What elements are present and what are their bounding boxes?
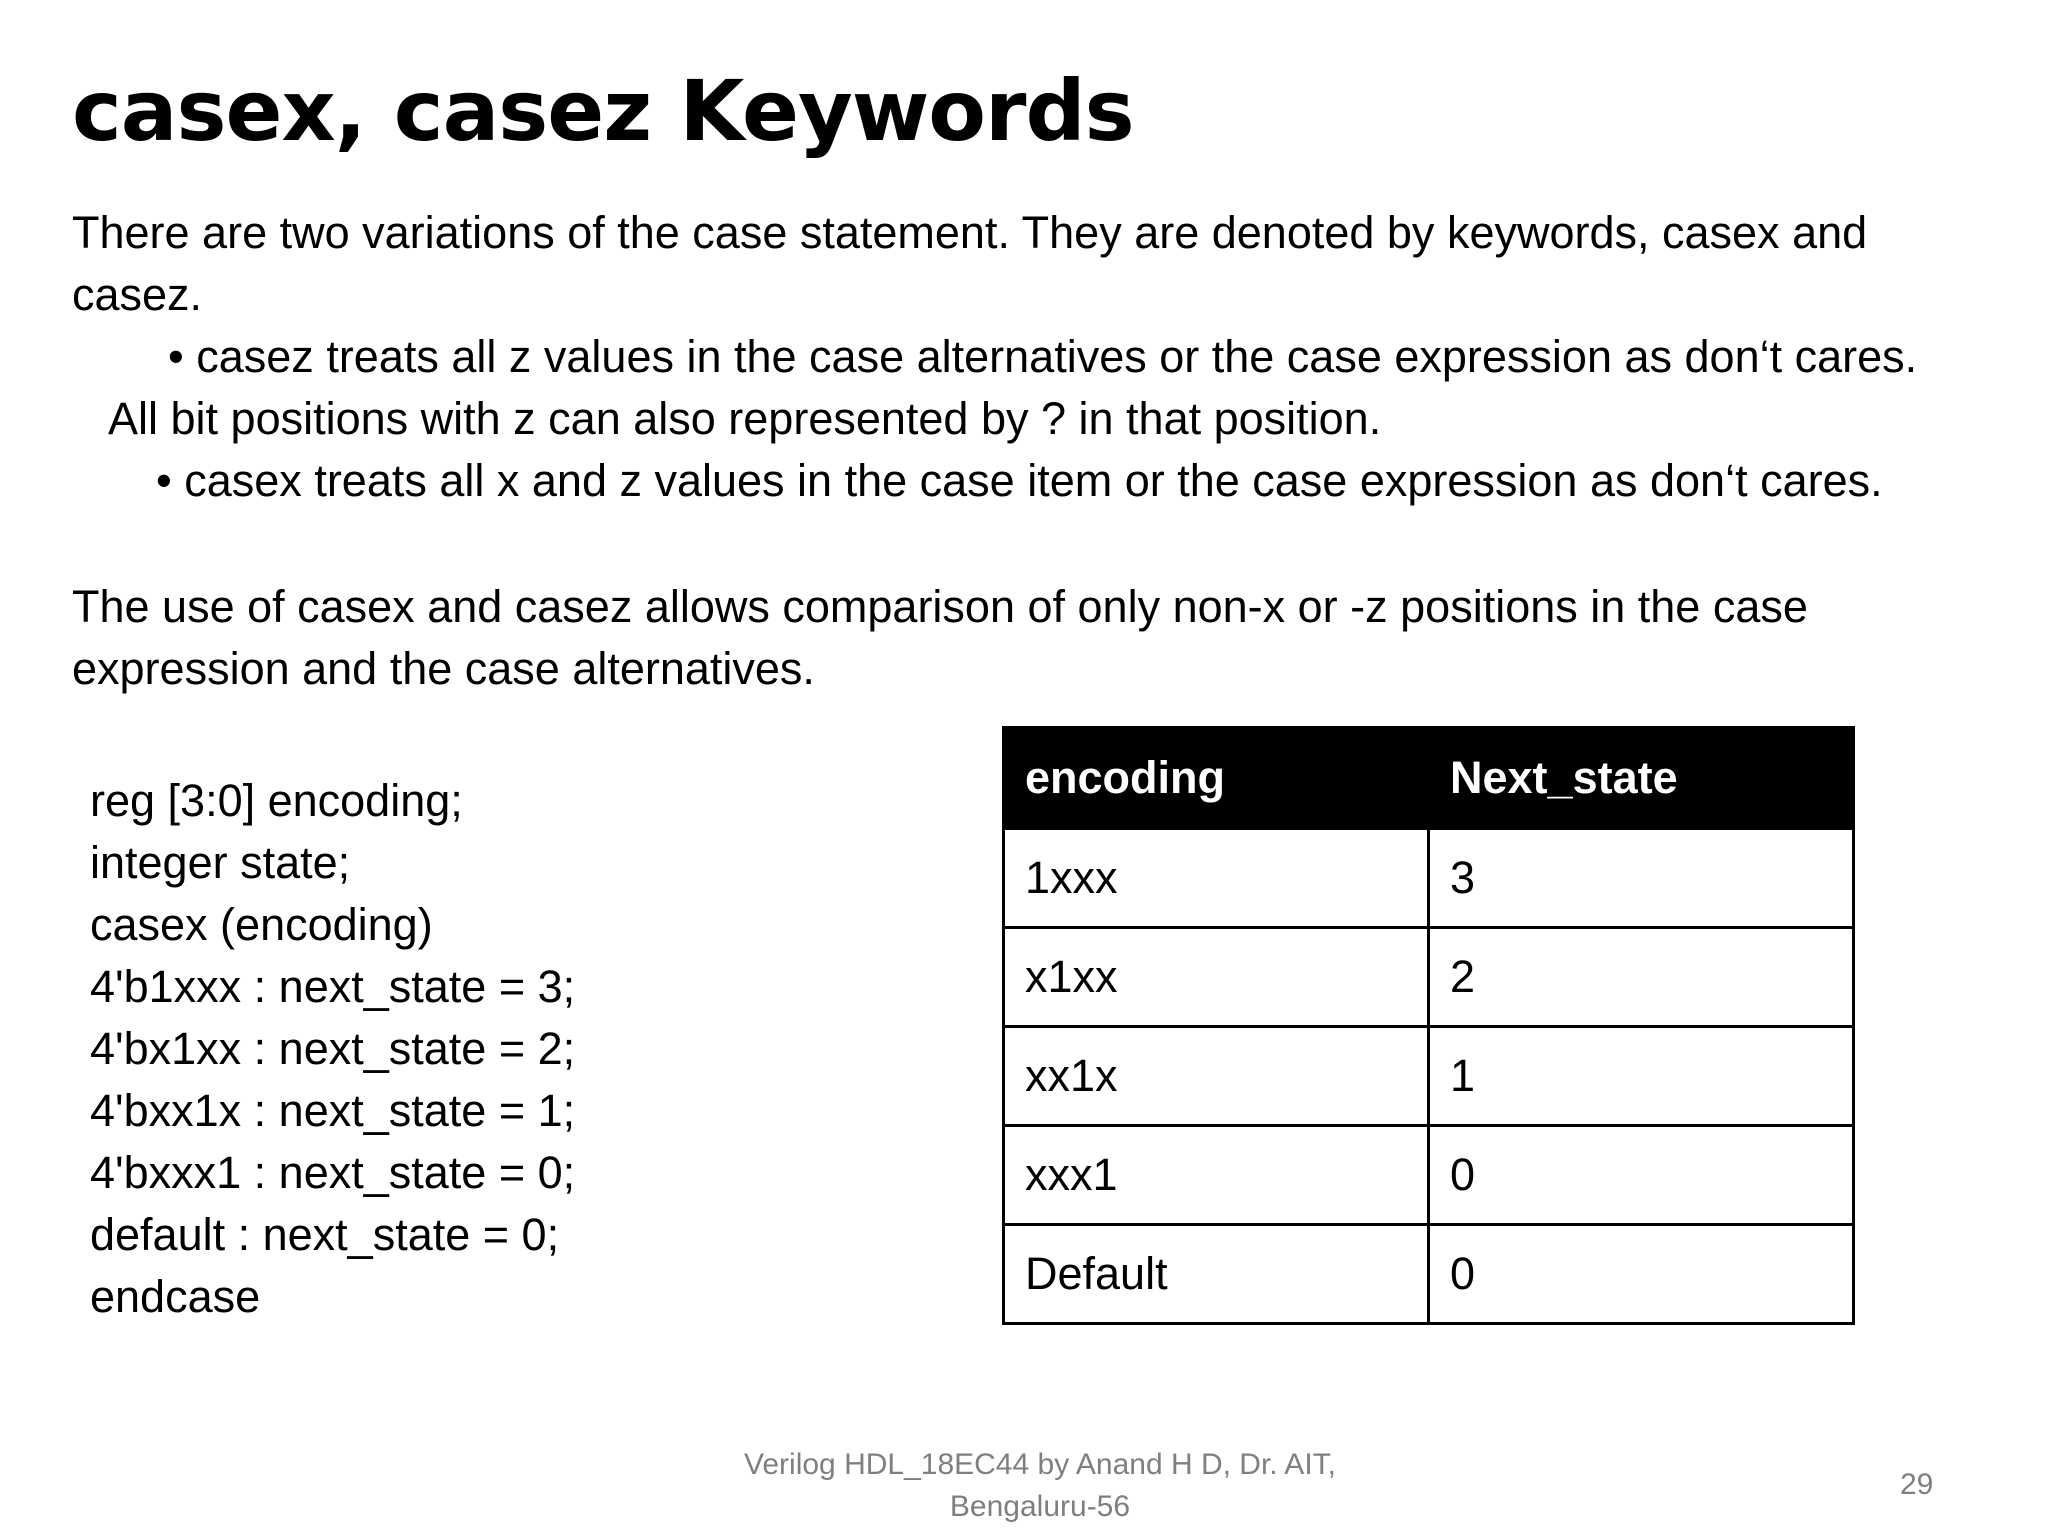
- table-header-row: [1004, 728, 1854, 829]
- page-number: 29: [1900, 1468, 1934, 1501]
- cell-next-state: 0: [1429, 1225, 1854, 1324]
- footer-credit: [700, 1444, 1380, 1528]
- code-line: 4'bx1xx : next_state = 2;: [90, 1023, 576, 1074]
- slide-title: casex, casez Keywords: [72, 62, 1134, 160]
- intro-paragraph: There are two variations of the case statement. They are denoted by keywords, casex and casez.: [72, 207, 1868, 320]
- footer-line-1: Verilog HDL_18EC44 by Anand H D, Dr. AIT,: [744, 1448, 1336, 1481]
- comparison-paragraph: The use of casex and casez allows comparison of only non-x or -z positions in the case expression and the case alternatives.: [72, 581, 1808, 694]
- table-row: [1004, 829, 1854, 928]
- cell-encoding: Default: [1004, 1225, 1429, 1324]
- code-line: integer state;: [90, 837, 351, 888]
- table-row: [1004, 1225, 1854, 1324]
- table-row: [1004, 1126, 1854, 1225]
- header-next-state: Next_state: [1429, 728, 1854, 829]
- encoding-table-container: [1002, 726, 1855, 1325]
- cell-encoding: x1xx: [1004, 928, 1429, 1027]
- bullet-casez: • casez treats all z values in the case alternatives or the case expression as don‘t cares.: [168, 331, 1918, 382]
- code-line: endcase: [90, 1271, 261, 1322]
- cell-next-state: 1: [1429, 1027, 1854, 1126]
- cell-encoding: xx1x: [1004, 1027, 1429, 1126]
- code-line: 4'b1xxx : next_state = 3;: [90, 961, 576, 1012]
- code-line: casex (encoding): [90, 899, 433, 950]
- footer-line-2: Bengaluru-56: [949, 1490, 1131, 1523]
- cell-next-state: 3: [1429, 829, 1854, 928]
- code-line: 4'bxxx1 : next_state = 0;: [90, 1147, 576, 1198]
- table-row: [1004, 928, 1854, 1027]
- encoding-table: [1002, 726, 1855, 1325]
- code-line: reg [3:0] encoding;: [90, 775, 463, 826]
- table-row: [1004, 1027, 1854, 1126]
- bullet-casex: • casex treats all x and z values in the case item or the case expression as don‘t cares.: [156, 455, 1883, 506]
- cell-next-state: 0: [1429, 1126, 1854, 1225]
- bullet-casez-continuation: All bit positions with z can also represented by ? in that position.: [108, 393, 1382, 444]
- cell-encoding: xxx1: [1004, 1126, 1429, 1225]
- header-encoding: encoding: [1004, 728, 1429, 829]
- cell-encoding: 1xxx: [1004, 829, 1429, 928]
- cell-next-state: 2: [1429, 928, 1854, 1027]
- code-line: default : next_state = 0;: [90, 1209, 560, 1260]
- code-line: 4'bxx1x : next_state = 1;: [90, 1085, 576, 1136]
- code-example: [90, 770, 575, 1328]
